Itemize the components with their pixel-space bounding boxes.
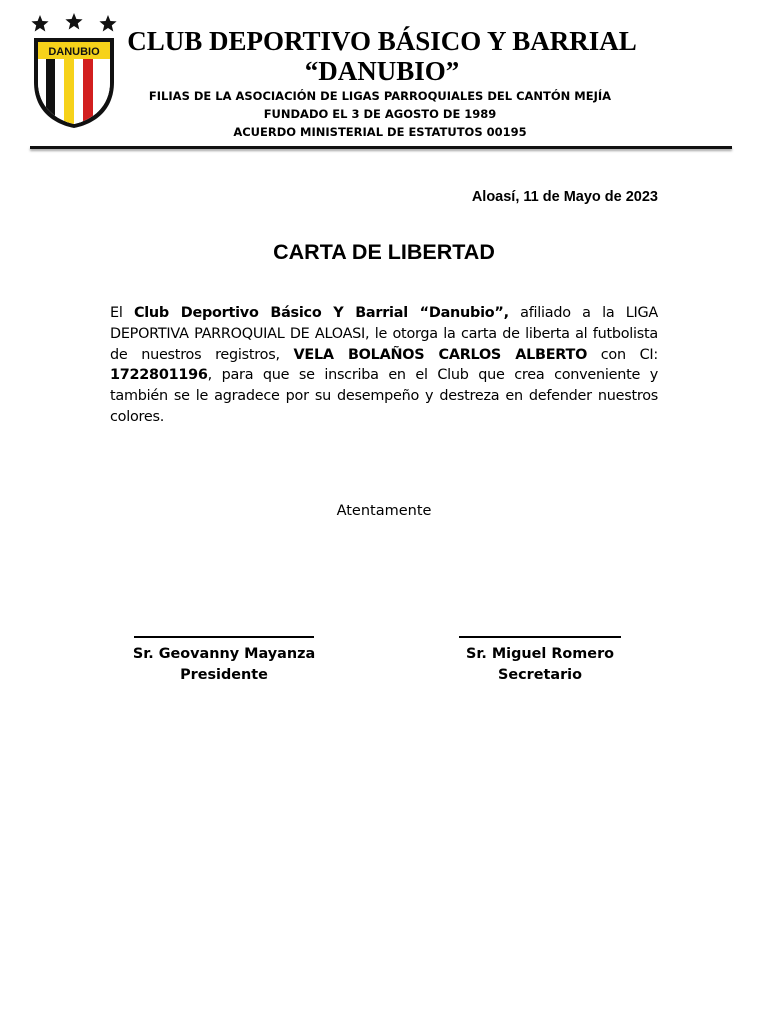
club-logo (30, 12, 118, 128)
svg-text:DANUBIO: DANUBIO (48, 46, 100, 58)
signature-name: Sr. Miguel Romero (465, 646, 615, 662)
signature-line (134, 636, 314, 638)
body-text-3: con CI: (587, 346, 658, 363)
body-text-2: afiliado a la LIGA DEPORTIVA PARROQUIAL DE ALOASI, le otorga la carta de liberta al futbolista de nuestros registros, (110, 305, 658, 363)
star-icon (65, 13, 82, 30)
signature-name: Sr. Geovanny Mayanza (132, 646, 316, 662)
signature-line (459, 636, 621, 638)
header-subtitle-agreement: ACUERDO MINISTERIAL DE ESTATUTOS 00195 (233, 125, 527, 139)
body-text-4: , para que se inscriba en el Club que crea conveniente y también se le agradece por su desempeño y destreza en defender nuestros colores. (110, 367, 658, 425)
club-title (112, 26, 652, 86)
star-icon (31, 15, 48, 32)
letter-body (110, 303, 658, 428)
closing: Atentamente (336, 503, 432, 519)
body-text-1: El (110, 305, 134, 321)
letter-title: CARTA DE LIBERTAD (273, 240, 495, 264)
header-divider (30, 146, 732, 149)
club-name: Club Deportivo Básico Y Barrial “Danubio”, (133, 305, 509, 321)
header-subtitle-affiliation: FILIAS DE LA ASOCIACIÓN DE LIGAS PARROQUIALES DEL CANTÓN MEJÍA (148, 89, 612, 103)
letter-date: Aloasí, 11 de Mayo de 2023 (471, 189, 658, 205)
header-subtitle-founded: FUNDADO EL 3 DE AGOSTO DE 1989 (263, 107, 497, 121)
signature-president (118, 636, 330, 686)
club-title-line2: “DANUBIO” (304, 56, 460, 86)
signature-role: Secretario (497, 667, 583, 683)
player-ci: 1722801196 (110, 367, 208, 384)
signature-role: Presidente (180, 667, 268, 683)
player-name: VELA BOLAÑOS CARLOS ALBERTO (293, 346, 588, 363)
signature-secretary (432, 636, 648, 686)
club-title-line1: CLUB DEPORTIVO BÁSICO Y BARRIAL (127, 26, 637, 56)
